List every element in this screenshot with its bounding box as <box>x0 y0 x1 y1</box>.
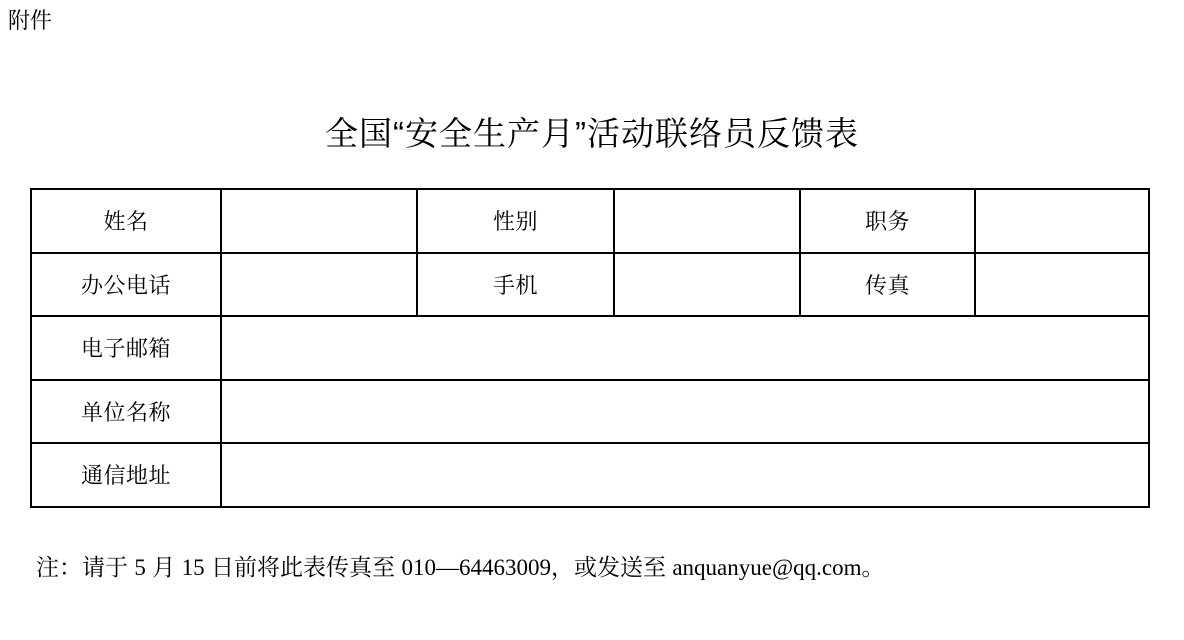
field-value-gender[interactable] <box>614 189 800 253</box>
field-label-organization: 单位名称 <box>31 380 221 444</box>
field-value-position[interactable] <box>975 189 1149 253</box>
note-segment: 注：请于 <box>36 554 135 580</box>
field-value-mailing-address[interactable] <box>221 443 1149 507</box>
table-row-mailing-address <box>31 443 1149 507</box>
field-label-mobile: 手机 <box>417 253 614 317</box>
table-row-organization <box>31 380 1149 444</box>
field-label-position: 职务 <box>800 189 975 253</box>
field-label-gender: 性别 <box>417 189 614 253</box>
field-value-office-phone[interactable] <box>221 253 417 317</box>
field-label-name: 姓名 <box>31 189 221 253</box>
field-value-email[interactable] <box>221 316 1149 380</box>
field-value-organization[interactable] <box>221 380 1149 444</box>
table-row-phones-fax <box>31 253 1149 317</box>
form-title: 全国“安全生产月”活动联络员反馈表 <box>325 115 859 152</box>
feedback-form-table <box>30 188 1150 508</box>
footer-note <box>36 552 885 583</box>
note-fax-number: 010—64463009 <box>401 555 551 580</box>
field-label-fax: 传真 <box>800 253 975 317</box>
field-label-mailing-address: 通信地址 <box>31 443 221 507</box>
attachment-label: 附件 <box>8 8 53 33</box>
note-segment: ，或发送至 <box>550 554 673 580</box>
field-label-office-phone: 办公电话 <box>31 253 221 317</box>
note-segment: 。 <box>861 554 885 580</box>
note-segment-day: 15 <box>181 555 205 580</box>
note-segment: 日前将此表传真至 <box>204 554 402 580</box>
field-value-fax[interactable] <box>975 253 1149 317</box>
field-label-email: 电子邮箱 <box>31 316 221 380</box>
table-row-email <box>31 316 1149 380</box>
note-segment-day-month: 5 <box>134 555 146 580</box>
table-row-name-gender-position <box>31 189 1149 253</box>
note-email-address: anquanyue@qq.com <box>672 555 862 580</box>
note-segment: 月 <box>145 554 182 580</box>
field-value-name[interactable] <box>221 189 417 253</box>
field-value-mobile[interactable] <box>614 253 800 317</box>
